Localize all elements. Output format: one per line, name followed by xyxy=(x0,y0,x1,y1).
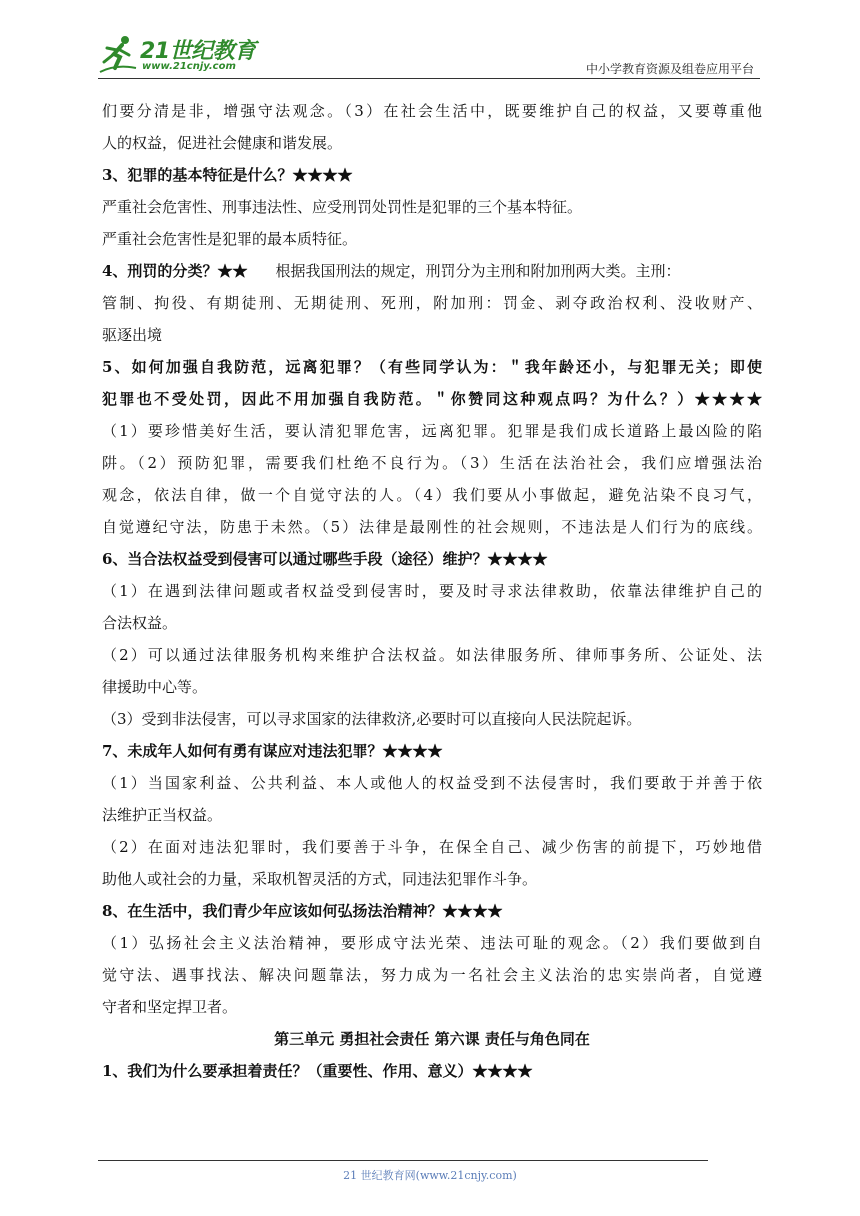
body-text-line: 管制、拘役、有期徒刑、无期徒刑、死刑，附加刑：罚金、剥夺政治权利、没收财产、 xyxy=(102,294,762,312)
body-text-line: （2）可以通过法律服务机构来维护合法权益。如法律服务所、律师事务所、公证处、法 xyxy=(102,646,762,664)
question-heading: 6、当合法权益受到侵害可以通过哪些手段（途径）维护？★★★★ xyxy=(102,550,548,568)
platform-title: 中小学教育资源及组卷应用平台 xyxy=(585,62,754,76)
body-text-line: （1）当国家利益、公共利益、本人或他人的权益受到不法侵害时，我们要敢于并善于依 xyxy=(102,774,762,792)
header-divider xyxy=(98,78,760,79)
body-text-line: 们要分清是非，增强守法观念。（3）在社会生活中，既要维护自己的权益，又要尊重他 xyxy=(102,102,762,120)
question-heading: 7、未成年人如何有勇有谋应对违法犯罪？★★★★ xyxy=(102,742,443,760)
document-body xyxy=(102,95,762,1087)
footer-divider xyxy=(98,1160,708,1161)
section-heading: 第三单元 勇担社会责任 第六课 责任与角色同在 xyxy=(274,1030,590,1048)
body-text-line: （2）在面对违法犯罪时，我们要善于斗争，在保全自己、减少伤害的前提下，巧妙地借 xyxy=(102,838,762,856)
body-text-line: 法维护正当权益。 xyxy=(102,806,223,824)
question-heading: 1、我们为什么要承担着责任？（重要性、作用、意义）★★★★ xyxy=(102,1062,533,1080)
body-text-line: 驱逐出境 xyxy=(102,326,163,344)
body-text-line: 严重社会危害性是犯罪的最本质特征。 xyxy=(102,230,358,248)
body-text-line: 人的权益，促进社会健康和谐发展。 xyxy=(102,134,343,152)
body-text-line: 觉守法、遇事找法、解决问题靠法，努力成为一名社会主义法治的忠实崇尚者，自觉遵 xyxy=(102,966,762,984)
runner-logo-icon xyxy=(98,34,138,74)
body-text-line: 阱。（2）预防犯罪，需要我们杜绝不良行为。（3）生活在法治社会，我们应增强法治 xyxy=(102,454,762,472)
question-4-line xyxy=(102,255,762,287)
logo-url: www.21cnjy.com xyxy=(142,61,236,72)
page-header xyxy=(98,30,758,80)
question-heading: 4、刑罚的分类？★★ xyxy=(102,262,248,280)
body-text-line: 自觉遵纪守法，防患于未然。（5）法律是最刚性的社会规则，不违法是人们行为的底线。 xyxy=(102,518,762,536)
site-logo[interactable] xyxy=(98,30,268,78)
body-text-line: （1）要珍惜美好生活，要认清犯罪危害，远离犯罪。犯罪是我们成长道路上最凶险的陷 xyxy=(102,422,762,440)
body-text-line: （1）弘扬社会主义法治精神，要形成守法光荣、违法可耻的观念。（2）我们要做到自 xyxy=(102,934,762,952)
question-heading: 8、在生活中，我们青少年应该如何弘扬法治精神？★★★★ xyxy=(102,902,503,920)
body-text-line: 严重社会危害性、刑事违法性、应受刑罚处罚性是犯罪的三个基本特征。 xyxy=(102,198,583,216)
question-heading: 3、犯罪的基本特征是什么？★★★★ xyxy=(102,166,353,184)
body-text-line: 律援助中心等。 xyxy=(102,678,208,696)
body-text-line: 助他人或社会的力量，采取机智灵活的方式，同违法犯罪作斗争。 xyxy=(102,870,538,888)
body-text-line: 守者和坚定捍卫者。 xyxy=(102,998,238,1016)
body-text-line: （3）受到非法侵害，可以寻求国家的法律救济,必要时可以直接向人民法院起诉。 xyxy=(102,710,642,728)
body-text-line: （1）在遇到法律问题或者权益受到侵害时，要及时寻求法律救助，依靠法律维护自己的 xyxy=(102,582,762,600)
footer-text[interactable]: 21 世纪教育网(www.21cnjy.com) xyxy=(343,1169,517,1182)
question-heading: 犯罪也不受处罚，因此不用加强自我防范。＂你赞同这种观点吗？为什么？）★★★★ xyxy=(102,390,762,408)
answer-text: 根据我国刑法的规定，刑罚分为主刑和附加刑两大类。主刑： xyxy=(275,262,681,280)
body-text-line: 观念，依法自律，做一个自觉守法的人。（4）我们要从小事做起，避免沾染不良习气， xyxy=(102,486,762,504)
logo-text: 21世纪教育 xyxy=(140,39,256,64)
question-heading: 5、如何加强自我防范，远离犯罪？（有些同学认为：＂我年龄还小，与犯罪无关；即使 xyxy=(102,358,762,376)
body-text-line: 合法权益。 xyxy=(102,614,178,632)
